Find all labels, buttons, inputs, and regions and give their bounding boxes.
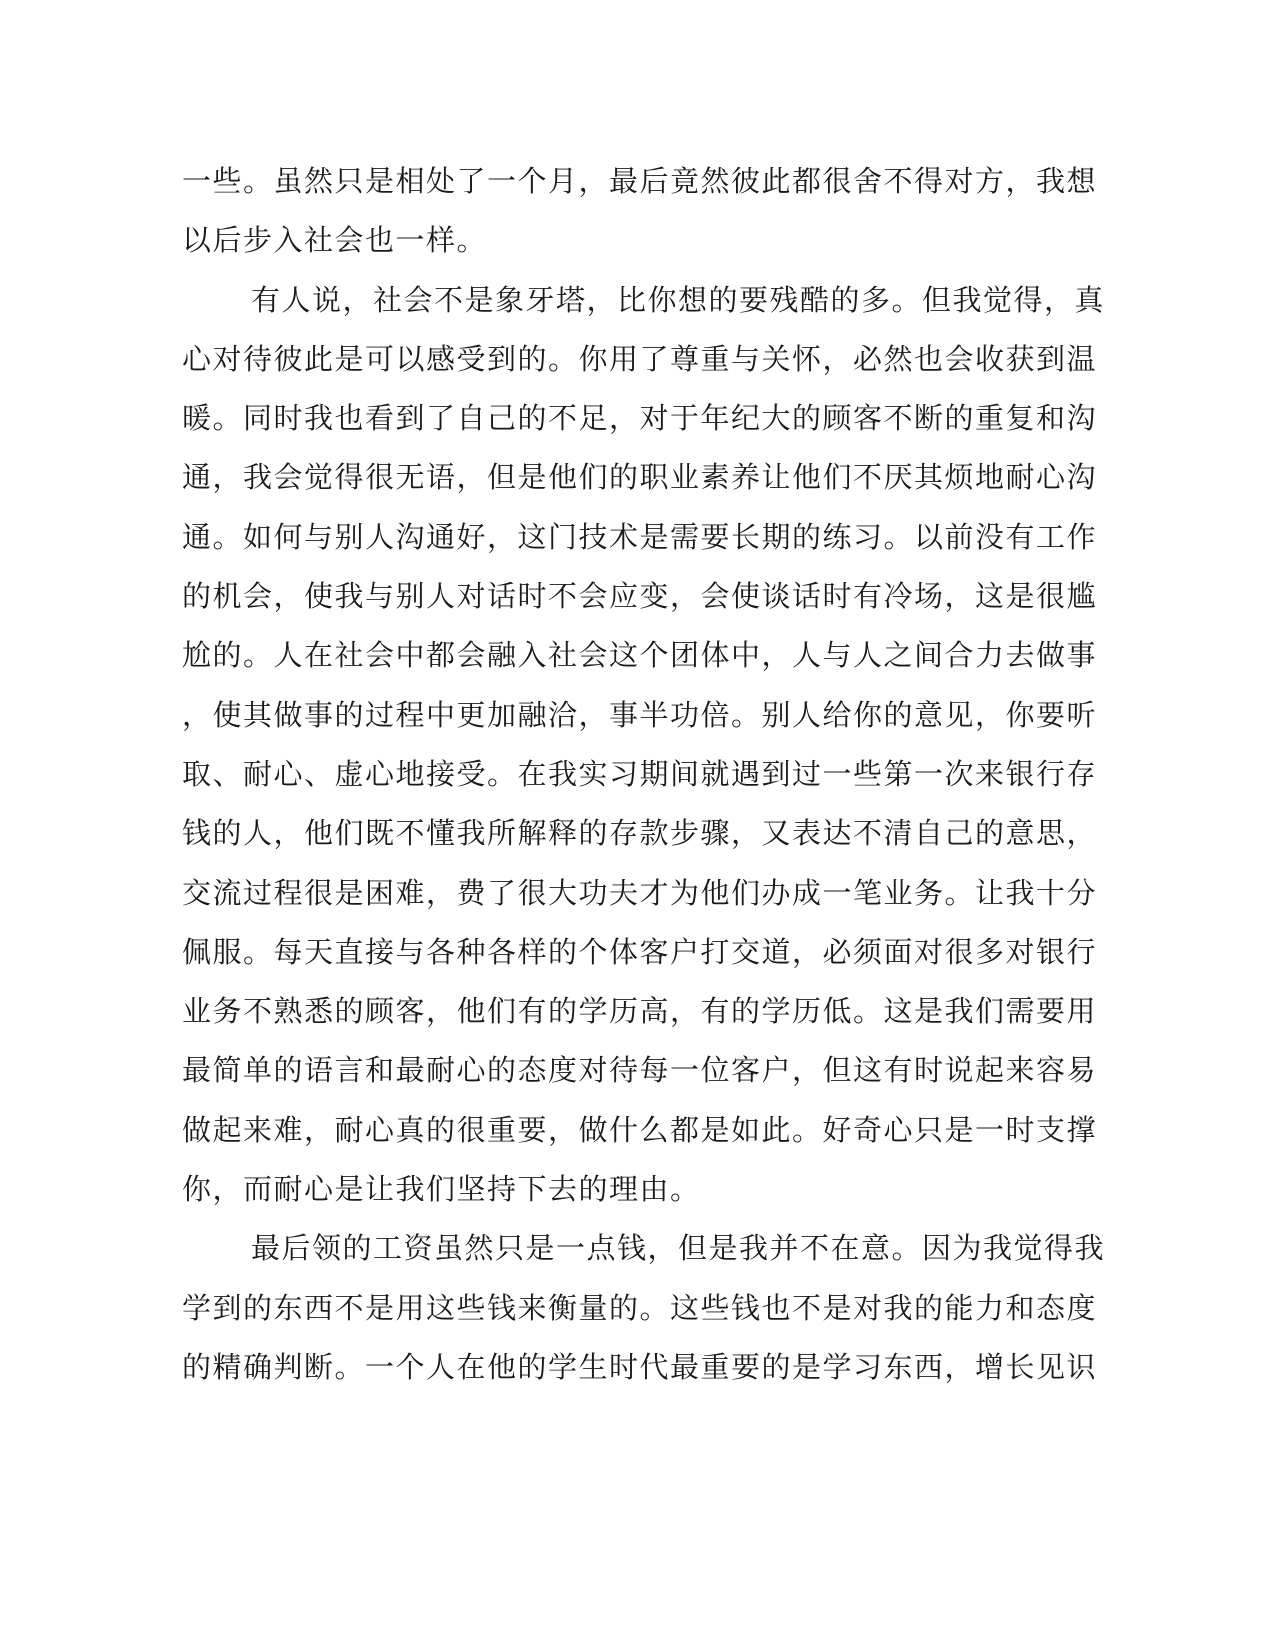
- text-line: 尬的。人在社会中都会融入社会这个团体中，人与人之间合力去做事: [182, 638, 1098, 673]
- text-line: 钱的人，他们既不懂我所解释的存款步骤，又表达不清自己的意思，: [182, 816, 1098, 851]
- text-line: 以后步入社会也一样。: [182, 223, 488, 258]
- text-line: 你，而耐心是让我们坚持下去的理由。: [182, 1172, 701, 1207]
- paragraph-first-line: 有人说，社会不是象牙塔，比你想的要残酷的多。但我觉得，真: [251, 282, 1106, 317]
- text-line: 暖。同时我也看到了自己的不足，对于年纪大的顾客不断的重复和沟: [182, 401, 1098, 436]
- text-line: 的精确判断。一个人在他的学生时代最重要的是学习东西，增长见识: [182, 1349, 1098, 1384]
- paragraph-first-line: 最后领的工资虽然只是一点钱，但是我并不在意。因为我觉得我: [251, 1231, 1106, 1266]
- text-line: 佩服。每天直接与各种各样的个体客户打交道，必须面对很多对银行: [182, 934, 1098, 969]
- text-line: 取、耐心、虚心地接受。在我实习期间就遇到过一些第一次来银行存: [182, 756, 1098, 791]
- text-line: 业务不熟悉的顾客，他们有的学历高，有的学历低。这是我们需要用: [182, 994, 1098, 1029]
- text-line: 学到的东西不是用这些钱来衡量的。这些钱也不是对我的能力和态度: [182, 1290, 1098, 1325]
- text-line: 的机会，使我与别人对话时不会应变，会使谈话时有冷场，这是很尴: [182, 579, 1098, 614]
- text-line: ，使其做事的过程中更加融洽，事半功倍。别人给你的意见，你要听: [182, 697, 1098, 732]
- text-line: 一些。虽然只是相处了一个月，最后竟然彼此都很舍不得对方，我想: [182, 164, 1098, 198]
- text-line: 最简单的语言和最耐心的态度对待每一位客户，但这有时说起来容易: [182, 1053, 1098, 1088]
- text-line: 通。如何与别人沟通好，这门技术是需要长期的练习。以前没有工作: [182, 519, 1098, 554]
- text-line: 交流过程很是困难，费了很大功夫才为他们办成一笔业务。让我十分: [182, 875, 1098, 910]
- text-line: 做起来难，耐心真的很重要，做什么都是如此。好奇心只是一时支撑: [182, 1112, 1098, 1147]
- body-text: [182, 152, 1106, 1397]
- text-line: 心对待彼此是可以感受到的。你用了尊重与关怀，必然也会收获到温: [182, 341, 1098, 376]
- text-line: 通，我会觉得很无语，但是他们的职业素养让他们不厌其烦地耐心沟: [182, 460, 1098, 495]
